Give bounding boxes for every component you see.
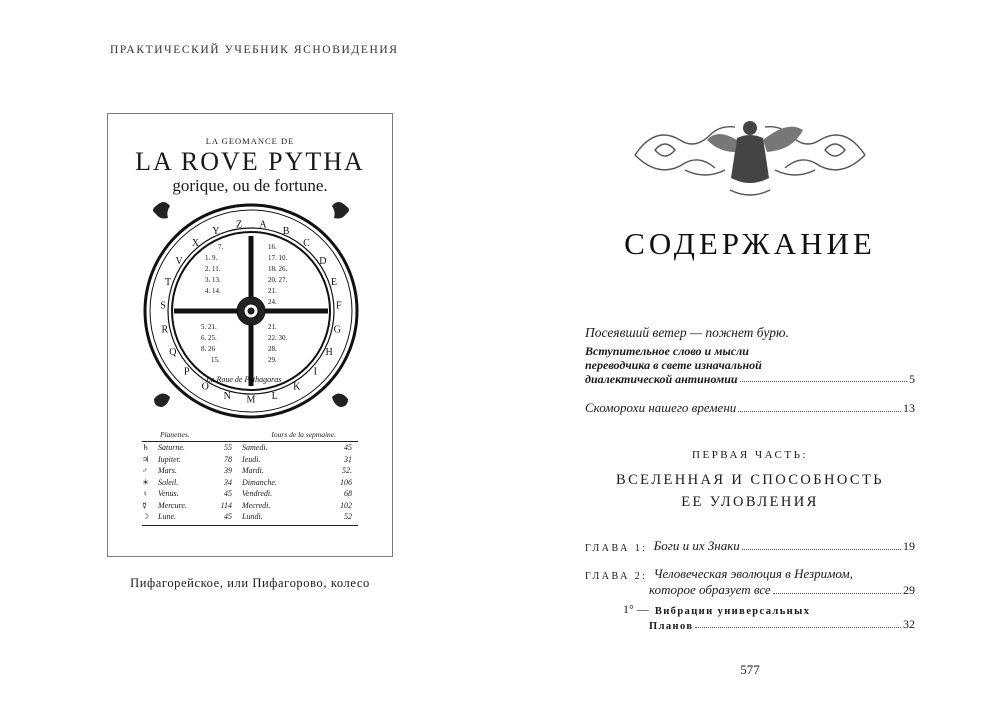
alphabet-letter: S bbox=[160, 300, 166, 312]
alphabet-letter: H bbox=[325, 347, 333, 358]
alphabet-letter: K bbox=[293, 381, 301, 393]
weekday-name: Vendredi. bbox=[242, 489, 273, 498]
toc-entry-chapter-2[interactable] bbox=[585, 566, 915, 598]
plate-title-line2: gorique, ou de fortune. bbox=[172, 176, 328, 195]
weekday-name: Samedi. bbox=[242, 443, 268, 452]
leader-dots bbox=[740, 381, 907, 382]
toc-entry-title-cont: которое образует все bbox=[649, 582, 771, 597]
toc-entry-subtitle-line: переводчика в свете изначальной bbox=[585, 358, 762, 372]
planet-symbol-icon: ♃ bbox=[142, 454, 150, 464]
section-number: 1° — bbox=[623, 602, 649, 616]
planet-name: Iupiter. bbox=[158, 454, 181, 464]
planet-symbol-icon: ♂ bbox=[142, 466, 148, 475]
planet-symbol-icon: ☀ bbox=[142, 477, 150, 487]
figure-caption: Пифагорейское, или Пифагорово, колесо bbox=[130, 576, 370, 590]
planet-symbol-icon: ☿ bbox=[142, 500, 147, 510]
part-title-line2: ЕЕ УЛОВЛЕНИЯ bbox=[681, 494, 819, 510]
leader-dots bbox=[742, 549, 901, 550]
planet-table-rule bbox=[142, 525, 358, 526]
alphabet-letter: N bbox=[223, 391, 231, 403]
plate-subtitle: LA GEOMANCE DE bbox=[205, 136, 295, 146]
weekday-value: 68 bbox=[344, 489, 352, 498]
planet-table-row bbox=[142, 488, 358, 500]
toc-entry-skomorokhi[interactable] bbox=[585, 400, 915, 416]
toc-page-number: 5 bbox=[909, 372, 915, 386]
leader-dots bbox=[738, 411, 901, 412]
planet-symbol-icon: ☽ bbox=[142, 512, 150, 521]
planet-name: Soleil. bbox=[158, 477, 179, 487]
wheel-numbers-bl: 5. 21. 6. 25. 8. 26 15. bbox=[201, 323, 220, 364]
weekday-value: 102 bbox=[340, 500, 352, 510]
toc-entry-section-1[interactable] bbox=[585, 602, 915, 632]
planet-name: Saturne. bbox=[158, 443, 185, 452]
toc-entry-foreword[interactable] bbox=[585, 325, 915, 386]
toc-page-number: 29 bbox=[903, 583, 915, 597]
alphabet-letter: E bbox=[330, 277, 337, 288]
planet-name: Mars. bbox=[158, 466, 177, 475]
alphabet-letter: X bbox=[191, 238, 200, 250]
planet-value: 39 bbox=[224, 466, 232, 475]
weekday-name: Lundi. bbox=[242, 512, 263, 521]
weekday-name: Mecredi. bbox=[242, 500, 271, 510]
alphabet-letter: B bbox=[282, 225, 290, 237]
weekday-value: 106 bbox=[340, 477, 352, 487]
toc-entry-chapter-1[interactable] bbox=[585, 538, 915, 554]
wheel-numbers-tr: 16. 17. 10. 18. 26. 20. 27. 21. 24. bbox=[268, 243, 288, 306]
toc-entry-title: Боги и их Знаки bbox=[653, 538, 740, 553]
wheel-inner-label: La Roue de Pythagoras bbox=[206, 375, 282, 384]
part-label: ПЕРВАЯ ЧАСТЬ: bbox=[692, 449, 808, 461]
part-title-line1: ВСЕЛЕННАЯ И СПОСОБНОСТЬ bbox=[616, 472, 884, 488]
planet-table-row bbox=[142, 442, 358, 454]
weekday-value: 31 bbox=[344, 454, 352, 464]
planet-table-body bbox=[142, 442, 358, 523]
wheel-numbers-br: 21. 22. 30. 28. 29. bbox=[268, 323, 288, 364]
chapter-prefix: ГЛАВА 2: bbox=[585, 571, 648, 582]
planet-value: 45 bbox=[224, 512, 232, 521]
weekday-value: 52 bbox=[344, 512, 352, 521]
planet-table-header: Planettes. Iours de la sepmaine. bbox=[142, 430, 358, 442]
planet-value: 114 bbox=[220, 500, 232, 510]
page-number: 577 bbox=[740, 662, 760, 677]
weekday-value: 45 bbox=[344, 443, 352, 452]
planet-table bbox=[142, 430, 358, 526]
weekday-name: Ieudi. bbox=[242, 454, 261, 464]
plate-illustration bbox=[107, 113, 393, 557]
alphabet-letter: Q bbox=[169, 347, 177, 358]
alphabet-letter: I bbox=[313, 366, 317, 378]
weekday-value: 52. bbox=[342, 466, 352, 475]
alphabet-letter: Y bbox=[212, 225, 220, 237]
plate-title-line1: LA ROVE PYTHA bbox=[135, 147, 365, 176]
alphabet-letter: V bbox=[175, 255, 183, 267]
planet-value: 45 bbox=[224, 489, 232, 498]
weekday-name: Dimanche. bbox=[242, 477, 277, 487]
toc-entry-title: Скоморохи нашего времени bbox=[585, 400, 737, 415]
alphabet-letter: Z bbox=[235, 219, 243, 231]
planet-table-row bbox=[142, 500, 358, 512]
toc-page-number: 32 bbox=[903, 617, 915, 631]
alphabet-letter: L bbox=[271, 391, 278, 403]
planet-table-row bbox=[142, 454, 358, 466]
toc-title: СОДЕРЖАНИЕ bbox=[624, 226, 876, 261]
planet-table-row bbox=[142, 511, 358, 523]
chapter-prefix: ГЛАВА 1: bbox=[585, 543, 648, 554]
weekday-name: Mardi. bbox=[242, 466, 264, 475]
running-head: ПРАКТИЧЕСКИЙ УЧЕБНИК ЯСНОВИДЕНИЯ bbox=[110, 44, 399, 56]
planet-name: Venus. bbox=[158, 489, 179, 498]
alphabet-letter: A bbox=[259, 219, 267, 231]
alphabet-letter: O bbox=[201, 381, 209, 393]
planet-value: 34 bbox=[224, 477, 232, 487]
planet-symbol-icon: ♄ bbox=[142, 443, 150, 452]
alphabet-letter: M bbox=[246, 394, 256, 406]
right-page bbox=[500, 0, 1000, 710]
planet-value: 55 bbox=[224, 443, 232, 452]
toc-page-number: 19 bbox=[903, 539, 915, 553]
alphabet-letter: G bbox=[333, 324, 341, 336]
planet-symbol-icon: ♀ bbox=[142, 489, 148, 498]
planet-table-row bbox=[142, 477, 358, 489]
alphabet-letter: P bbox=[183, 366, 190, 378]
toc-entry-subtitle-line: диалектической антиномии bbox=[585, 372, 738, 386]
planet-table-row bbox=[142, 465, 358, 477]
toc-entry-title: Человеческая эволюция в Незримом, bbox=[653, 566, 853, 581]
planet-name: Mercure. bbox=[158, 500, 187, 510]
toc-entry-title: Посеявший ветер — пожнет бурю. bbox=[585, 325, 789, 340]
alphabet-letter: R bbox=[161, 324, 169, 336]
toc-entry-title-cont: Планов bbox=[649, 621, 694, 632]
alphabet-letter: F bbox=[336, 300, 342, 312]
alphabet-letter: D bbox=[319, 255, 327, 267]
planet-name: Lune. bbox=[158, 512, 176, 521]
toc-entry-title: Вибрации универсальных bbox=[654, 606, 811, 617]
angel-ornament-icon bbox=[625, 110, 875, 200]
leader-dots bbox=[773, 593, 901, 594]
alphabet-letter: T bbox=[165, 277, 172, 288]
toc-page-number: 13 bbox=[903, 401, 915, 415]
wheel-numbers-tl: 7. 1. 9. 2. 11. 3. 13. 4. 14. bbox=[205, 243, 224, 295]
alphabet-letter: C bbox=[303, 238, 310, 250]
central-cross bbox=[174, 236, 328, 386]
toc-entry-subtitle-line: Вступительное слово и мысли bbox=[585, 344, 749, 358]
leader-dots bbox=[695, 627, 901, 628]
planet-value: 78 bbox=[224, 454, 232, 464]
